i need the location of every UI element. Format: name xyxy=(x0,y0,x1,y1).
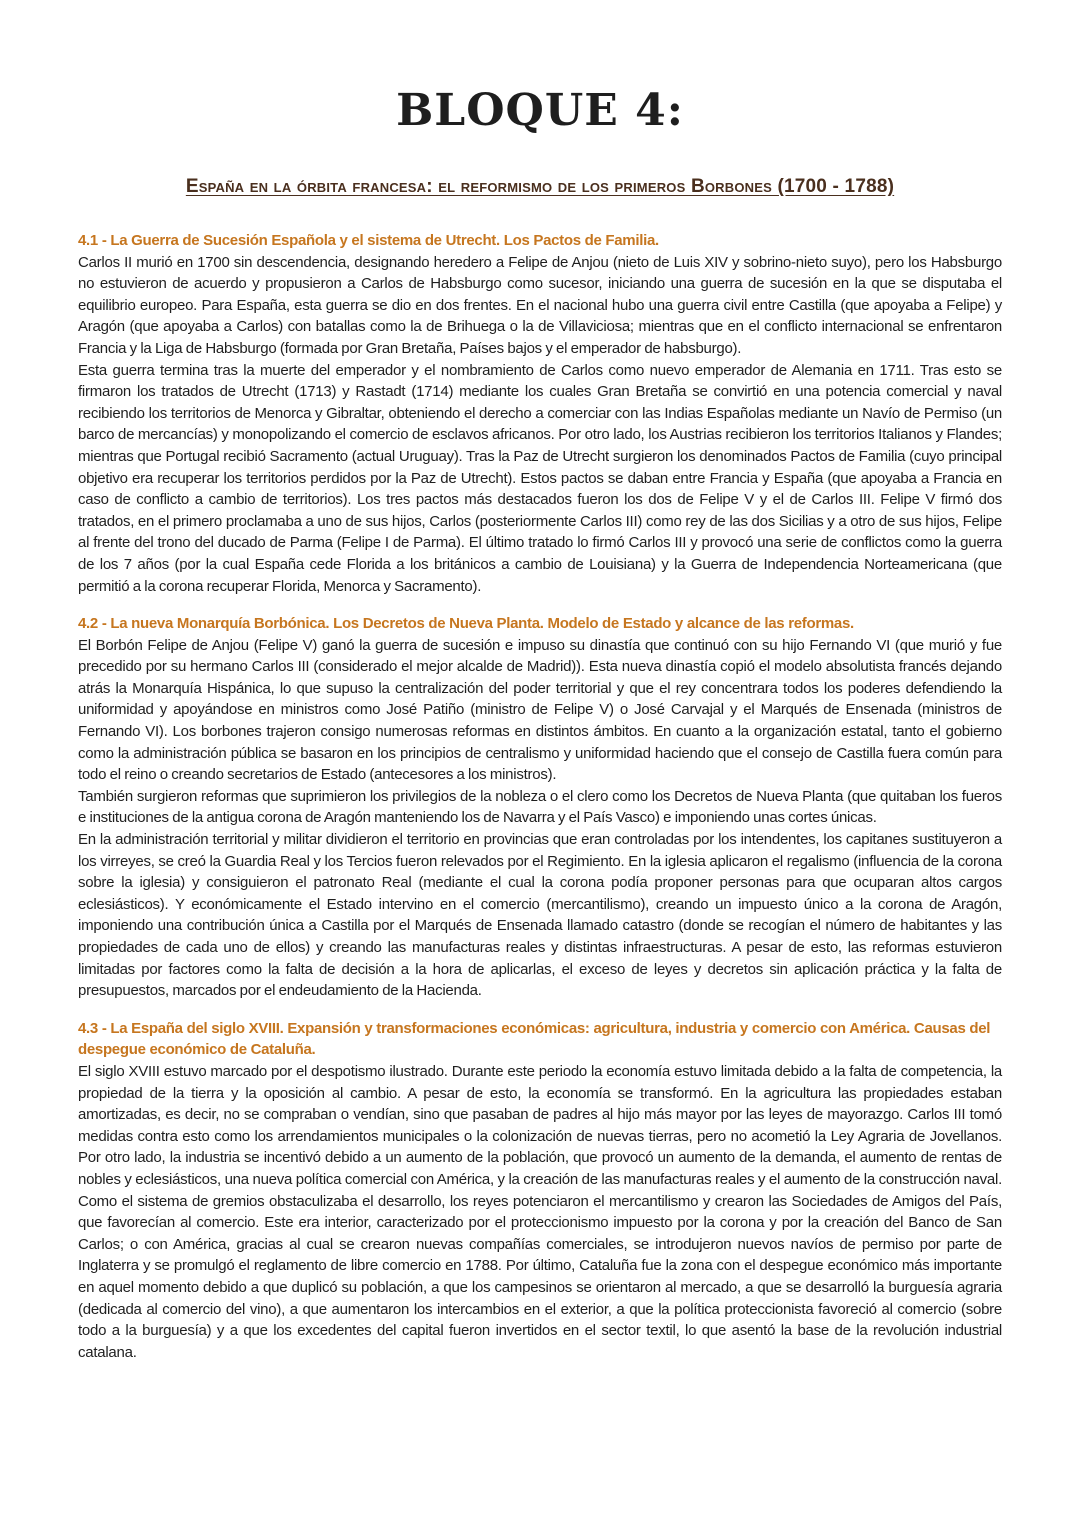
section-4-1 xyxy=(78,230,1002,597)
page-subtitle: España en la órbita francesa: el reformismo de los primeros Borbones (1700 - 1788) xyxy=(185,176,895,197)
paragraph: También surgieron reformas que suprimieron los privilegios de la nobleza o el clero como los Decretos de Nueva Planta (que quitaban los fueros e instituciones de la antigua corona de Aragón manteniendo los de Navarra y el País Vasco) e imponiendo unas cortes únicas. xyxy=(78,787,1002,827)
section-body xyxy=(78,1061,1002,1363)
paragraph: Carlos II murió en 1700 sin descendencia, designando heredero a Felipe de Anjou (nieto de Luis XIV y sobrino-nieto suyo), pero los Habsburgo no estuvieron de acuerdo y propusieron a Carlos de Habsburgo como sucesor, iniciando una guerra de sucesión en la que se disputaba el equilibrio europeo. Para España, esta guerra se dio en dos frentes. En el nacional hubo una guerra civil entre Castilla (que apoyaba a Felipe) y Aragón (que apoyaba a Carlos) con batallas como la de Brihuega o la de Villaviciosa; mientras que en el conflicto internacional se enfrentaron Francia y la Liga de Habsburgo (formada por Gran Bretaña, Países bajos y el emperador de habsburgo). xyxy=(78,253,1002,357)
paragraph: El Borbón Felipe de Anjou (Felipe V) ganó la guerra de sucesión e impuso su dinastía que continuó con su hijo Fernando VI (que murió y fue precedido por su hermano Carlos III (considerado el mejor alcalde de Madrid)). Esta nueva dinastía copió el modelo absolutista francés dejando atrás la Monarquía Hispánica, lo que supuso la centralización del poder territorial y que el rey concentrara todos los poderes defendiendo la uniformidad y apoyándose en ministros como José Patiño (ministro de Felipe V) o José Carvajal y el Marqués de Ensenada (ministros de Fernando VI). Los borbones trajeron consigo numerosas reformas en distintos ámbitos. En cuanto a la organización estatal, tanto el gobierno como la administración pública se basaron en los principios de centralismo y uniformidad haciendo que el consejo de Castilla fuera común para todo el reino o creando secretarios de Estado (antecesores a los ministros). xyxy=(78,636,1002,784)
paragraph: El siglo XVIII estuvo marcado por el despotismo ilustrado. Durante este periodo la economía estuvo limitada debido a la falta de competencia, la propiedad de la tierra y la oposición al cambio. A pesar de esto, la economía se transformó. En la agricultura las propiedades estaban amortizadas, es decir, no se compraban o vendían, sino que pasaban de padres al hijo más mayor por las leyes de mayorazgo. Carlos III tomó medidas contra esto como los arrendamientos municipales o la colonización de nuevas tierras, pero no acometió la Ley Agraria de Jovellanos. Por otro lado, la industria se incentivó debido a un aumento de la población, que provocó un aumento de la demanda, el aumento de rentas de nobles y eclesiásticos, una nueva política comercial con América, y la creación de las manufacturas reales y el aumento de la construcción naval. Como el sistema de gremios obstaculizaba el desarrollo, los reyes potenciaron el mercantilismo y crearon las Sociedades de Amigos del País, que favorecían al comercio. Este era interior, caracterizado por el proteccionismo impuesto por la corona y por la creación del Banco de San Carlos; o con América, gracias al cual se crearon nuevas compañías comerciales, se introdujeron nuevos navíos de permiso por parte de Inglaterra y se promulgó el reglamento de libre comercio en 1788. Por último, Cataluña fue la zona con el despegue económico más importante en aquel momento debido a que duplicó su población, a que los campesinos se orientaron al mercado, a que se desarrolló la burguesía agraria (dedicada al comercio del vino), a que aumentaron los intercambios en el exterior, a que la política proteccionista favoreció al comercio (sobre todo a la burguesía) y a que los excedentes del capital fueron invertidos en el sector textil, lo que asentó la base de la revolución industrial catalana. xyxy=(78,1062,1002,1361)
section-body xyxy=(78,252,1002,598)
section-heading: 4.2 - La nueva Monarquía Borbónica. Los Decretos de Nueva Planta. Modelo de Estado y alcance de las reformas. xyxy=(78,615,854,633)
document-page xyxy=(78,78,1002,1363)
paragraph: En la administración territorial y militar dividieron el territorio en provincias que eran controladas por los intendentes, los capitanes sustituyeron a los virreyes, se creó la Guardia Real y los Tercios fueron relevados por el Regimiento. En la iglesia aplicaron el regalismo (influencia de la corona sobre la iglesia) y consiguieron el patronato Real (mediante el cual la corona podía proponer personas para que ocuparan altos cargos eclesiásticos). Y económicamente el Estado intervino en el comercio (mercantilismo), creando un impuesto único a la corona de Aragón, imponiendo una contribución única a Castilla por el Marqués de Ensenada llamado catastro (donde se recogían el número de habitantes y las propiedades de cada uno de ellos) y creando las manufacturas reales y distintas infraestructuras. A pesar de esto, las reformas estuvieron limitadas por factores como la falta de decisión a la hora de aplicarlas, el exceso de leyes y decretos sin aplicación práctica y la falta de presupuestos, marcados por el endeudamiento de la Hacienda. xyxy=(78,831,1002,1000)
page-title: BLOQUE 4: xyxy=(396,85,684,136)
section-heading: 4.3 - La España del siglo XVIII. Expansión y transformaciones económicas: agricultura, industria y comercio con América. Causas del despegue económico de Cataluña. xyxy=(78,1019,991,1059)
section-4-2 xyxy=(78,613,1002,1002)
section-heading: 4.1 - La Guerra de Sucesión Española y el sistema de Utrecht. Los Pactos de Familia. xyxy=(78,232,659,249)
section-4-3 xyxy=(78,1018,1002,1364)
section-body xyxy=(78,635,1002,1002)
paragraph: Esta guerra termina tras la muerte del emperador y el nombramiento de Carlos como nuevo emperador de Alemania en 1711. Tras esto se firmaron los tratados de Utrecht (1713) y Rastadt (1714) mediante los cuales Gran Bretaña se convirtió en una potencia comercial y naval recibiendo los territorios de Menorca y Gibraltar, obteniendo el derecho a comerciar con las Indias Españolas mediante un Navío de Permiso (un barco de mercancías) y monopolizando el comercio de esclavos africanos. Por otro lado, los Austrias recibieron los territorios Italianos y Flandes; mientras que Portugal recibió Sacramento (actual Uruguay). Tras la Paz de Utrecht surgieron los denominados Pactos de Familia (cuyo principal objetivo era recuperar los territorios perdidos por la Paz de Utrecht). Estos pactos se daban entre Francia y España (que apoyaba a Francia en caso de conflicto a cambio de territorios). Los tres pactos más destacados fueron los dos de Felipe V y el de Carlos III. Felipe V firmó dos tratados, en el primero proclamaba a uno de sus hijos, Carlos (posteriormente Carlos III) como rey de las dos Sicilias y a otro de sus hijos, Felipe al frente del trono del ducado de Parma (Felipe I de Parma). El último tratado lo firmó Carlos III y provocó una serie de conflictos como la guerra de los 7 años (por la cual España cede Florida a los británicos a cambio de Louisiana) y la Guerra de Independencia Norteamericana (que permitió a la corona recuperar Florida, Menorca y Sacramento). xyxy=(78,361,1002,595)
